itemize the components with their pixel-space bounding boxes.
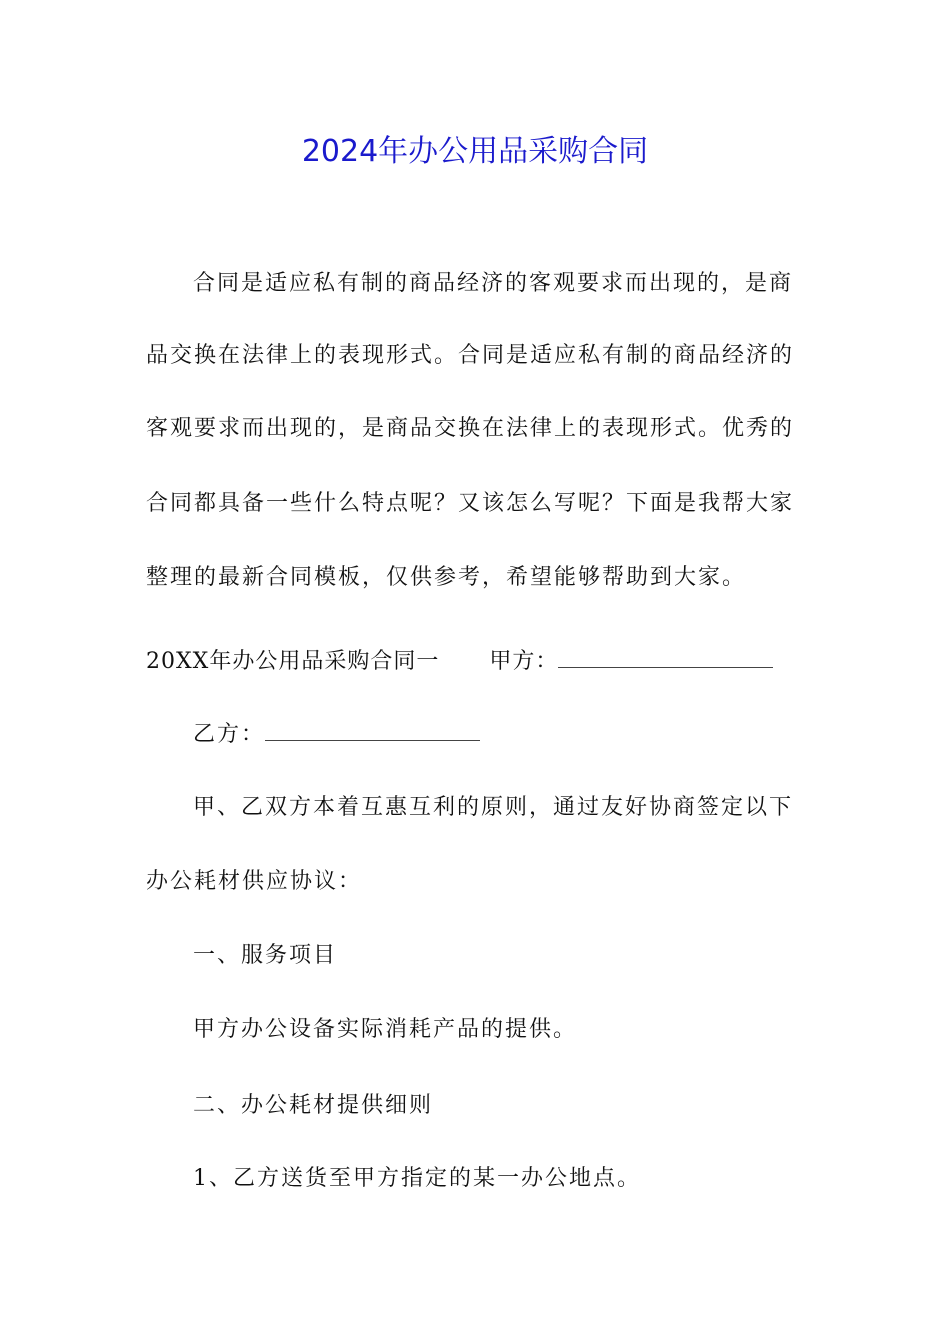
party-b-row <box>193 718 853 751</box>
party-b-label: 乙方： <box>193 722 266 747</box>
agreement-line-1: 甲、乙双方本着互惠互利的原则，通过友好协商签定以下 <box>193 795 794 820</box>
section-2-item-1: 1、乙方送货至甲方指定的某一办公地点。 <box>193 1166 641 1191</box>
paragraph-line-5: 整理的最新合同模板，仅供参考，希望能够帮助到大家。 <box>146 565 747 590</box>
agreement-line-2: 办公耗材供应协议： <box>146 869 363 894</box>
paragraph-line-3: 客观要求而出现的，是商品交换在法律上的表现形式。优秀的 <box>146 416 795 441</box>
section-1-text: 甲方办公设备实际消耗产品的提供。 <box>193 1017 578 1042</box>
paragraph-line-1: 合同是适应私有制的商品经济的客观要求而出现的，是商 <box>193 271 794 296</box>
party-a-blank[interactable] <box>558 645 773 668</box>
section-1-title: 一、服务项目 <box>193 943 338 968</box>
section-2-title: 二、办公耗材提供细则 <box>193 1093 434 1118</box>
party-b-blank[interactable] <box>265 718 480 741</box>
paragraph-line-2: 品交换在法律上的表现形式。合同是适应私有制的商品经济的 <box>146 343 795 368</box>
document-title: 2024年办公用品采购合同 <box>301 134 649 169</box>
party-a-label: 甲方： <box>489 649 559 674</box>
contract-heading-row <box>146 645 806 678</box>
paragraph-line-4: 合同都具备一些什么特点呢？又该怎么写呢？下面是我帮大家 <box>146 491 795 516</box>
contract-heading: 20XX年办公用品采购合同一 <box>146 649 440 674</box>
